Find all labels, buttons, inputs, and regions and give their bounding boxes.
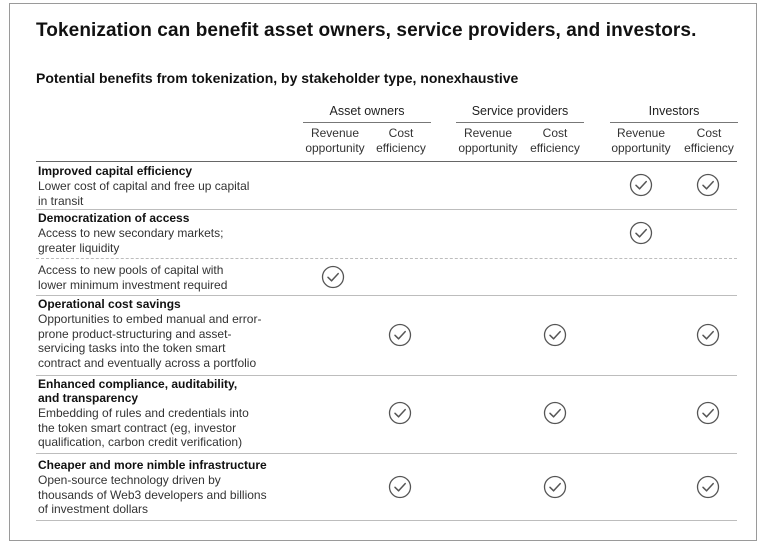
row-description: the token smart contract (eg, investor [38, 420, 237, 435]
group-rule-asset-owners [303, 122, 431, 123]
row-description: Open-source technology driven by [38, 473, 221, 487]
check-circle-icon [629, 221, 653, 245]
header-rule [36, 161, 737, 162]
check-circle-icon [388, 475, 412, 499]
check-circle-icon [696, 173, 720, 197]
group-rule-service-providers [456, 122, 584, 123]
row-description: greater liquidity [38, 240, 120, 255]
col-header-service-providers-cost [523, 126, 587, 156]
group-rule-investors [610, 122, 738, 123]
row-description: qualification, carbon credit verification) [38, 435, 243, 449]
row-title: Operational cost savings [38, 297, 181, 311]
col-header-asset-owners-cost [369, 126, 433, 156]
row-description: contract and eventually across a portfolio [38, 355, 257, 370]
page-title: Tokenization can benefit asset owners, service providers, and investors. [36, 20, 697, 41]
row-title: Improved capital efficiency [38, 164, 193, 178]
row-description: lower minimum investment required [38, 277, 228, 292]
col-header-line: opportunity [458, 141, 518, 155]
row-separator [36, 520, 737, 521]
row-description: servicing tasks into the token smart [38, 341, 226, 355]
col-header-investors-cost [677, 126, 741, 156]
col-header-service-providers-revenue [451, 126, 525, 156]
row-description: Access to new pools of capital with [38, 263, 224, 277]
col-header-investors-revenue [604, 126, 678, 156]
group-header-asset-owners: Asset owners [329, 104, 405, 118]
check-circle-icon [696, 401, 720, 425]
col-header-line: Cost [696, 126, 722, 140]
row-description: in transit [38, 193, 84, 208]
col-header-line: opportunity [611, 141, 671, 155]
group-header-service-providers: Service providers [471, 104, 569, 118]
group-header-investors: Investors [648, 104, 700, 118]
check-circle-icon [696, 323, 720, 347]
check-circle-icon [388, 401, 412, 425]
row-separator [36, 209, 737, 210]
check-circle-icon [388, 323, 412, 347]
col-header-line: Revenue [463, 126, 513, 140]
col-header-line: Cost [542, 126, 568, 140]
row-title: Cheaper and more nimble infrastructure [38, 458, 267, 472]
col-header-line: Cost [388, 126, 414, 140]
col-header-line: efficiency [530, 141, 580, 155]
check-circle-icon [321, 265, 345, 289]
row-description: of investment dollars [38, 502, 149, 516]
row-description: thousands of Web3 developers and billions [38, 487, 267, 502]
check-circle-icon [543, 401, 567, 425]
col-header-line: opportunity [305, 141, 365, 155]
row-description: Access to new secondary markets; [38, 226, 224, 240]
col-header-line: Revenue [310, 126, 360, 140]
row-title: Democratization of access [38, 211, 190, 225]
col-header-line: efficiency [376, 141, 426, 155]
row-separator [36, 375, 737, 376]
col-header-line: efficiency [684, 141, 734, 155]
row-description: prone product-structuring and asset- [38, 326, 232, 341]
row-separator [36, 258, 737, 259]
check-circle-icon [543, 475, 567, 499]
check-circle-icon [543, 323, 567, 347]
row-separator [36, 295, 737, 296]
row-separator [36, 453, 737, 454]
row-description: Embedding of rules and credentials into [38, 406, 249, 420]
col-header-asset-owners-revenue [298, 126, 372, 156]
row-title: and transparency [38, 391, 139, 405]
row-title: Enhanced compliance, auditability, [38, 377, 238, 391]
row-description: Lower cost of capital and free up capital [38, 179, 250, 193]
row-description: Opportunities to embed manual and error- [38, 312, 262, 326]
table-subtitle: Potential benefits from tokenization, by stakeholder type, nonexhaustive [36, 70, 519, 86]
col-header-line: Revenue [616, 126, 666, 140]
check-circle-icon [696, 475, 720, 499]
check-circle-icon [629, 173, 653, 197]
